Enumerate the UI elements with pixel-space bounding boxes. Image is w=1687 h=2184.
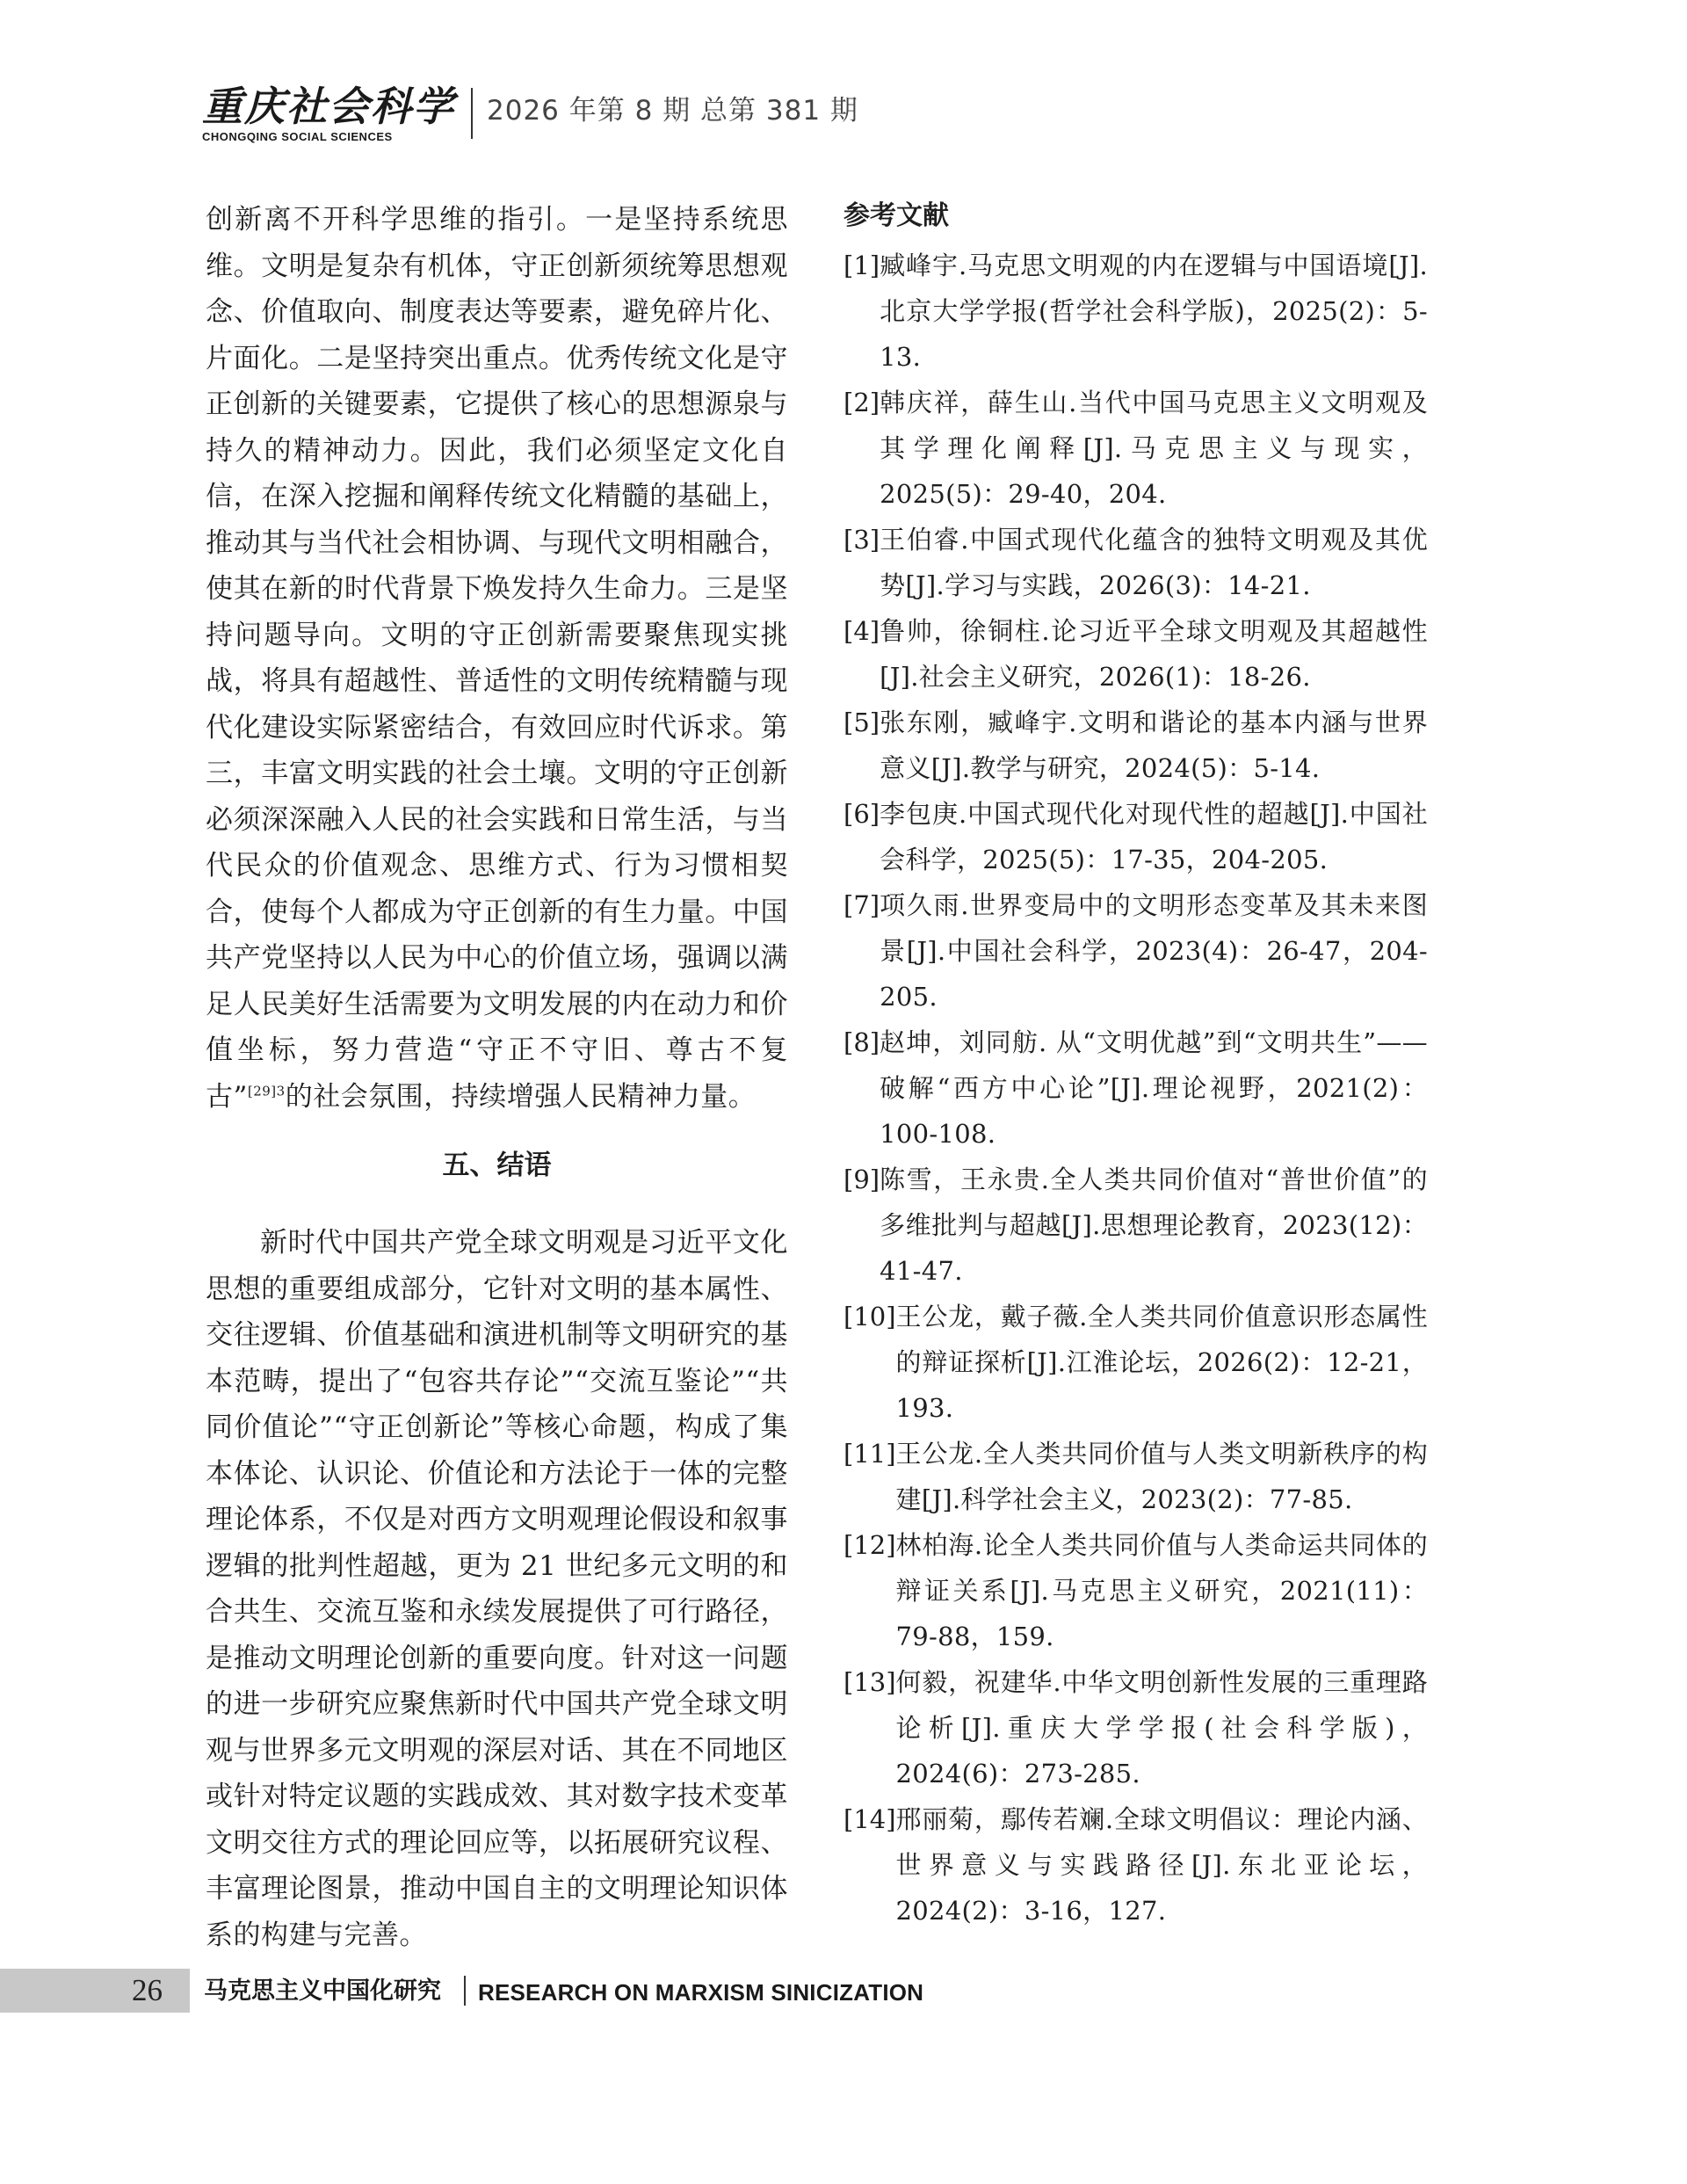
reference-text: 鲁帅，徐铜柱.论习近平全球文明观及其超越性[J].社会主义研究，2026(1)：18-26. xyxy=(880,616,1428,692)
citation-marker: [29]3 xyxy=(247,1083,286,1099)
section-heading: 五、结语 xyxy=(442,1150,552,1181)
reference-text: 王公龙.全人类共同价值与人类文明新秩序的构建[J].科学社会主义，2023(2)：77-85. xyxy=(895,1439,1428,1514)
body-paragraph xyxy=(206,197,788,1120)
column-name-en: RESEARCH ON MARXISM SINICIZATION xyxy=(478,1979,924,2006)
reference-text: 邢丽菊，鄢传若斓.全球文明倡议：理论内涵、世界意义与实践路径[J].东北亚论坛，2024(2)：3-16，127. xyxy=(895,1804,1428,1926)
references-title: 参考文献 xyxy=(844,200,949,231)
reference-text: 王公龙，戴子薇.全人类共同价值意识形态属性的辩证探析[J].江淮论坛，2026(2)：12-21，193. xyxy=(895,1302,1428,1423)
reference-text: 李包庚.中国式现代化对现代性的超越[J].中国社会科学，2025(5)：17-35，204-205. xyxy=(880,799,1428,874)
reference-number: [13] xyxy=(844,1667,896,1697)
reference-number: [11] xyxy=(844,1439,896,1469)
reference-item xyxy=(844,1157,1428,1294)
issue-info: 2026 年第 8 期 总第 381 期 xyxy=(487,95,858,127)
reference-item xyxy=(844,517,1428,608)
conclusion-paragraph: 新时代中国共产党全球文明观是习近平文化思想的重要组成部分，它针对文明的基本属性、交往逻辑、价值基础和演进机制等文明研究的基本范畴，提出了“包容共存论”“交流互鉴论”“共同价值论”“守正创新论”等核心命题，构成了集本体论、认识论、价值论和方法论于一体的完整理论体系，不仅是对西方文明观理论假设和叙事逻辑的批判性超越，更为 21 世纪多元文明的和合共生、交流互鉴和永续发展提供了可行路径，是推动文明理论创新的重要向度。针对这一问题的进一步研究应聚焦新时代中国共产党全球文明观与世界多元文明观的深层对话、其在不同地区或针对特定议题的实践成效、其对数字技术变革文明交往方式的理论回应等，以拓展研究议程、丰富理论图景，推动中国自主的文明理论知识体系的构建与完善。 xyxy=(206,1227,788,1951)
reference-text: 臧峰宇.马克思文明观的内在逻辑与中国语境[J].北京大学学报(哲学社会科学版)，2025(2)：5-13. xyxy=(880,250,1428,372)
reference-item xyxy=(844,1294,1428,1431)
journal-masthead xyxy=(202,84,858,144)
reference-item xyxy=(844,700,1428,791)
paragraph-text: 创新离不开科学思维的指引。一是坚持系统思维。文明是复杂有机体，守正创新须统筹思想观念、价值取向、制度表达等要素，避免碎片化、片面化。二是坚持突出重点。优秀传统文化是守正创新的关键要素，它提供了核心的思想源泉与持久的精神动力。因此，我们必须坚定文化自信，在深入挖掘和阐释传统文化精髓的基础上，推动其与当代社会相协调、与现代文明相融合，使其在新的时代背景下焕发持久生命力。三是坚持问题导向。文明的守正创新需要聚焦现实挑战，将具有超越性、普适性的文明传统精髓与现代化建设实际紧密结合，有效回应时代诉求。第三，丰富文明实践的社会土壤。文明的守正创新必须深深融入人民的社会实践和日常生活，与当代民众的价值观念、思维方式、行为习惯相契合，使每个人都成为守正创新的有生力量。中国共产党坚持以人民为中心的价值立场，强调以满足人民美好生活需要为文明发展的内在动力和价值坐标，努力营造“守正不守旧、尊古不复古” xyxy=(206,204,788,1113)
reference-number: [4] xyxy=(844,616,880,646)
reference-text: 何毅，祝建华.中华文明创新性发展的三重理路论析[J].重庆大学学报(社会科学版)，2024(6)：273-285. xyxy=(895,1667,1428,1789)
reference-item xyxy=(844,380,1428,517)
page-number: 26 xyxy=(132,1973,163,2007)
reference-number: [7] xyxy=(844,890,880,920)
reference-item xyxy=(844,882,1428,1019)
reference-item xyxy=(844,1659,1428,1796)
footer-divider xyxy=(464,1976,466,2006)
reference-item xyxy=(844,1019,1428,1157)
reference-item xyxy=(844,608,1428,700)
journal-name-cn: 重庆社会科学 xyxy=(202,83,455,130)
reference-number: [12] xyxy=(844,1530,896,1560)
reference-text: 陈雪，王永贵.全人类共同价值对“普世价值”的多维批判与超越[J].思想理论教育，2023(12)：41-47. xyxy=(880,1165,1428,1286)
reference-number: [6] xyxy=(844,799,880,829)
column-name-cn: 马克思主义中国化研究 xyxy=(204,1977,441,2005)
reference-text: 项久雨.世界变局中的文明形态变革及其未来图景[J].中国社会科学，2023(4)：26-47，204-205. xyxy=(880,890,1428,1012)
reference-item xyxy=(844,243,1428,380)
paragraph-tail: 的社会氛围，持续增强人民精神力量。 xyxy=(285,1080,757,1113)
reference-number: [2] xyxy=(844,388,880,417)
reference-number: [14] xyxy=(844,1804,896,1834)
reference-item xyxy=(844,1522,1428,1659)
reference-item xyxy=(844,1431,1428,1522)
reference-text: 王伯睿.中国式现代化蕴含的独特文明观及其优势[J].学习与实践，2026(3)：14-21. xyxy=(880,525,1428,600)
reference-text: 张东刚，臧峰宇.文明和谐论的基本内涵与世界意义[J].教学与研究，2024(5)：5-14. xyxy=(880,707,1428,783)
page-footer xyxy=(0,1969,1687,2013)
journal-logo xyxy=(202,84,455,143)
reference-text: 林柏海.论全人类共同价值与人类命运共同体的辩证关系[J].马克思主义研究，2021(11)：79-88，159. xyxy=(895,1530,1428,1651)
journal-name-en: CHONGQING SOCIAL SCIENCES xyxy=(202,130,393,143)
left-column xyxy=(206,197,788,1958)
reference-item xyxy=(844,791,1428,882)
reference-number: [5] xyxy=(844,707,880,737)
reference-number: [8] xyxy=(844,1027,880,1057)
reference-number: [3] xyxy=(844,525,880,555)
references-section xyxy=(844,197,1428,1934)
reference-text: 赵坤，刘同舫. 从“文明优越”到“文明共生”——破解“西方中心论”[J].理论视野，2021(2)：100-108. xyxy=(880,1027,1428,1149)
reference-text: 韩庆祥，薛生山.当代中国马克思主义文明观及其学理化阐释[J].马克思主义与现实，2025(5)：29-40，204. xyxy=(880,388,1428,509)
reference-number: [9] xyxy=(844,1165,880,1194)
reference-list xyxy=(844,243,1428,1934)
reference-item xyxy=(844,1796,1428,1934)
header-divider xyxy=(471,88,473,139)
reference-number: [10] xyxy=(844,1302,896,1331)
reference-number: [1] xyxy=(844,250,880,280)
